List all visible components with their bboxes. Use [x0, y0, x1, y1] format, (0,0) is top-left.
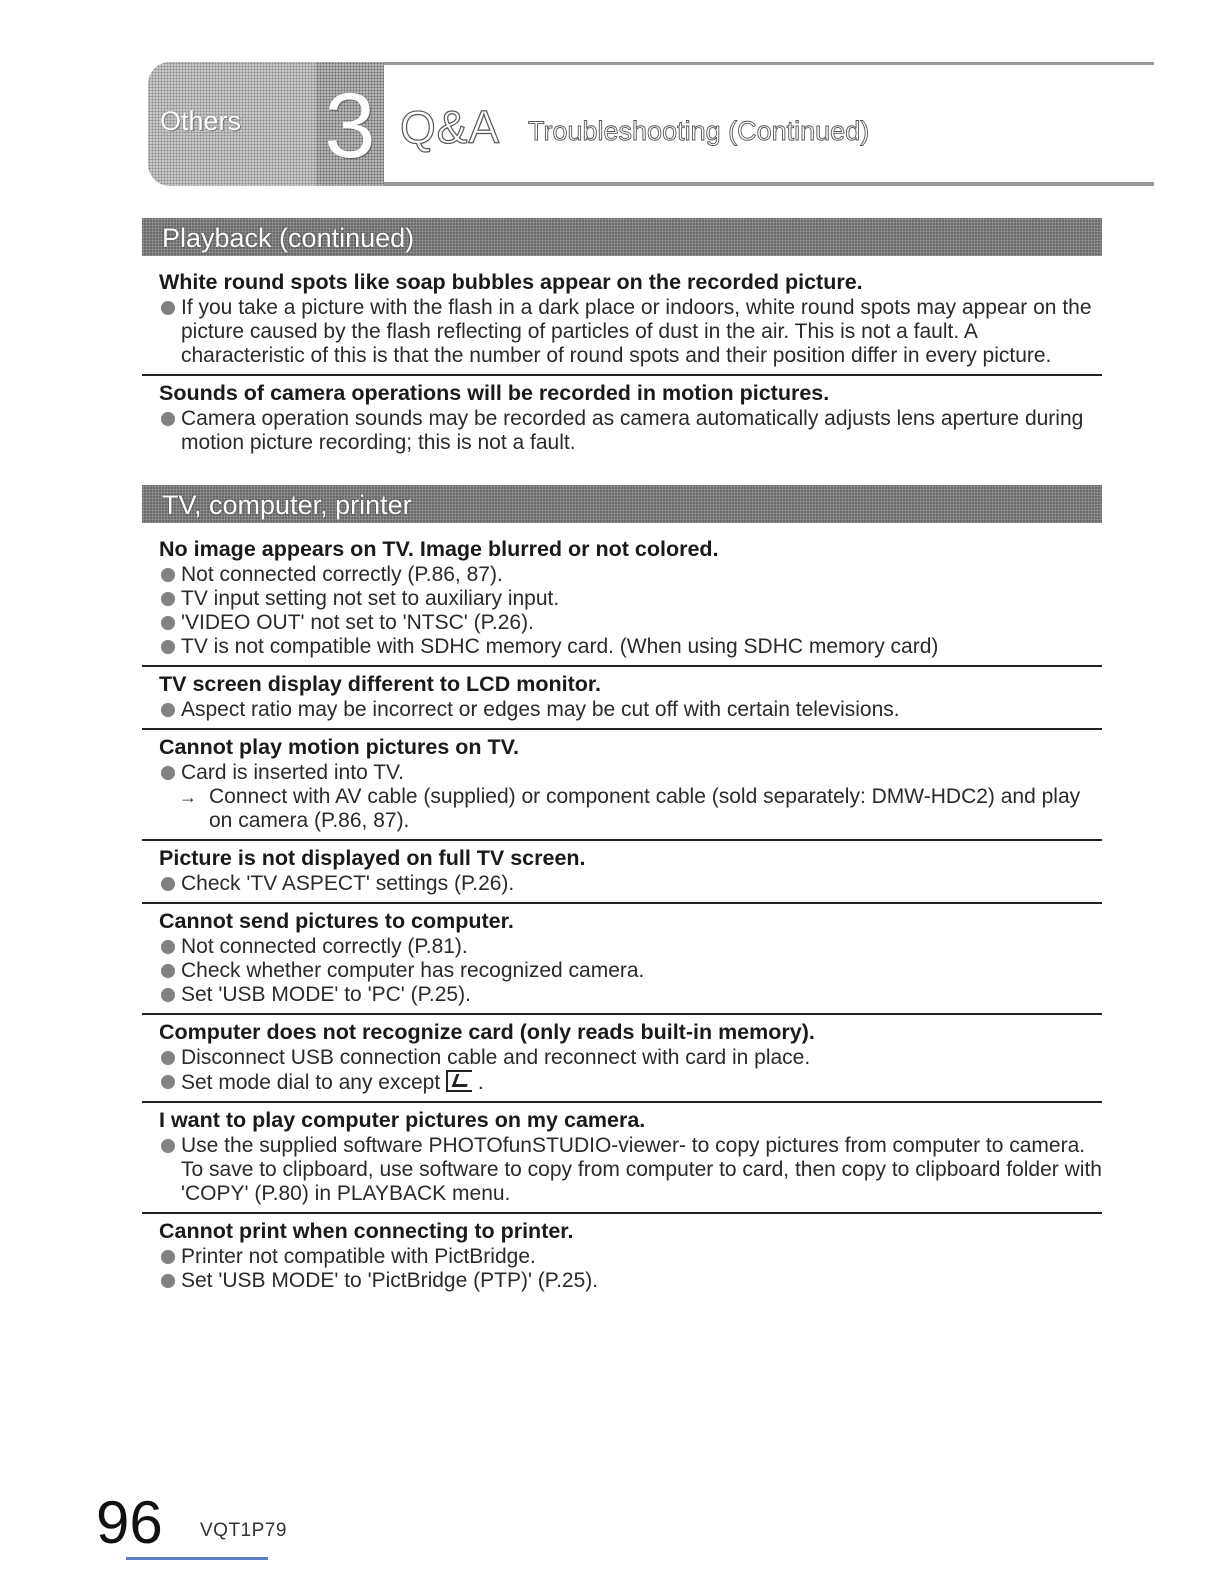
- answer-text: Camera operation sounds may be recorded as camera automatically adjusts lens aperture during motion picture recording; this is not a fault.: [181, 407, 1084, 454]
- chapter-number: 3: [324, 75, 376, 177]
- bullet-icon: [161, 301, 175, 315]
- question-title: Cannot print when connecting to printer.: [159, 1219, 574, 1243]
- answer-text: Check 'TV ASPECT' settings (P.26).: [181, 872, 515, 895]
- page-number: 96: [96, 1489, 163, 1556]
- answer-text: Set 'USB MODE' to 'PC' (P.25).: [181, 983, 471, 1006]
- qa-item: [142, 265, 1102, 374]
- question-title: Computer does not recognize card (only reads built-in memory).: [159, 1020, 815, 1044]
- chapter-number-box: [316, 62, 384, 186]
- qa-item: [142, 532, 1102, 665]
- answer-text: Not connected correctly (P.86, 87).: [181, 563, 503, 586]
- answer-bullet: [159, 935, 1102, 959]
- answer-text: Set mode dial to any except: [181, 1071, 441, 1094]
- answer-subpoint: [159, 785, 1102, 833]
- bullet-icon: [161, 766, 175, 780]
- bullet-icon: [161, 703, 175, 717]
- qa-item: [142, 374, 1102, 461]
- answer-bullet: [159, 1134, 1102, 1206]
- bullet-icon: [161, 616, 175, 630]
- bullet-icon: [161, 964, 175, 978]
- answer-bullet: [159, 635, 1102, 659]
- bullet-icon: [161, 1274, 175, 1288]
- bullet-icon: [161, 988, 175, 1002]
- section-spacer: [142, 461, 1102, 485]
- question-title: White round spots like soap bubbles appear on the recorded picture.: [159, 270, 863, 294]
- header-top-rule: [348, 62, 1154, 65]
- answer-bullet: [159, 761, 1102, 785]
- answer-bullet: [159, 1070, 1102, 1095]
- qa-item: [142, 902, 1102, 1013]
- answer-bullet: [159, 872, 1102, 896]
- bullet-icon: [161, 640, 175, 654]
- subpoint-text: Connect with AV cable (supplied) or component cable (sold separately: DMW-HDC2) and play on camera (P.86, 87).: [209, 785, 1081, 832]
- bullet-icon: [161, 1250, 175, 1264]
- page-subtitle: Troubleshooting (Continued): [528, 116, 870, 146]
- arrow-right-icon: →: [179, 787, 197, 807]
- answer-text: Aspect ratio may be incorrect or edges may be cut off with certain televisions.: [181, 698, 900, 721]
- answer-bullet: [159, 563, 1102, 587]
- question-title: Cannot play motion pictures on TV.: [159, 735, 519, 759]
- document-code: VQT1P79: [200, 1520, 287, 1541]
- answer-bullet: [159, 1046, 1102, 1070]
- bullet-icon: [161, 592, 175, 606]
- answer-text: Set 'USB MODE' to 'PictBridge (PTP)' (P.25).: [181, 1269, 599, 1292]
- question-title: Picture is not displayed on full TV screen.: [159, 846, 586, 870]
- answer-bullet: [159, 1245, 1102, 1269]
- answer-text: Not connected correctly (P.81).: [181, 935, 468, 958]
- section-heading: TV, computer, printer: [142, 485, 1102, 523]
- answer-bullet: [159, 983, 1102, 1007]
- mode-dial-clipboard-icon: [446, 1070, 472, 1092]
- qa-item: [142, 1101, 1102, 1212]
- sentence-period: .: [472, 1071, 484, 1094]
- answer-bullet: [159, 587, 1102, 611]
- qa-item: [142, 839, 1102, 902]
- bullet-icon: [161, 940, 175, 954]
- question-title: Cannot send pictures to computer.: [159, 909, 514, 933]
- question-title: TV screen display different to LCD monitor.: [159, 672, 602, 696]
- chapter-label: Others: [160, 106, 242, 136]
- answer-text: TV input setting not set to auxiliary input.: [181, 587, 560, 610]
- question-title: No image appears on TV. Image blurred or not colored.: [159, 537, 719, 561]
- footer-underline: [126, 1557, 268, 1560]
- qa-item: [142, 665, 1102, 728]
- answer-bullet: [159, 1269, 1102, 1293]
- answer-text: Printer not compatible with PictBridge.: [181, 1245, 536, 1268]
- bullet-icon: [161, 1051, 175, 1065]
- bullet-icon: [161, 877, 175, 891]
- bullet-icon: [161, 1075, 175, 1089]
- qa-item: [142, 728, 1102, 839]
- answer-text: Disconnect USB connection cable and reconnect with card in place.: [181, 1046, 811, 1069]
- bullet-icon: [161, 1139, 175, 1153]
- answer-text: Check whether computer has recognized camera.: [181, 959, 645, 982]
- page-title: Q&A: [400, 101, 501, 153]
- bullet-icon: [161, 568, 175, 582]
- page-header: [148, 62, 1154, 186]
- section-heading: Playback (continued): [142, 218, 1102, 256]
- qa-item: [142, 1013, 1102, 1101]
- qa-item: [142, 1212, 1102, 1299]
- answer-text: 'VIDEO OUT' not set to 'NTSC' (P.26).: [181, 611, 534, 634]
- answer-text: Use the supplied software PHOTOfunSTUDIO-viewer- to copy pictures from computer to camera. To save to clipboard, use software to copy from computer to card, then copy to clipboard folder with 'COPY' (P.80) in PLAYBACK menu.: [181, 1134, 1102, 1205]
- answer-bullet: [159, 698, 1102, 722]
- answer-text: TV is not compatible with SDHC memory card. (When using SDHC memory card): [181, 635, 939, 658]
- answer-bullet: [159, 611, 1102, 635]
- answer-bullet: [159, 407, 1102, 455]
- troubleshooting-content: [142, 218, 1102, 1299]
- answer-text: If you take a picture with the flash in a dark place or indoors, white round spots may appear on the picture caused by the flash reflecting of particles of dust in the air. This is not a fault. A characteristic of this is that the number of round spots and their position differ in every picture.: [181, 296, 1092, 367]
- bullet-icon: [161, 412, 175, 426]
- answer-bullet: [159, 296, 1102, 368]
- answer-text: Card is inserted into TV.: [181, 761, 404, 784]
- question-title: Sounds of camera operations will be recorded in motion pictures.: [159, 381, 830, 405]
- header-bottom-rule: [348, 182, 1154, 186]
- question-title: I want to play computer pictures on my camera.: [159, 1108, 646, 1132]
- answer-bullet: [159, 959, 1102, 983]
